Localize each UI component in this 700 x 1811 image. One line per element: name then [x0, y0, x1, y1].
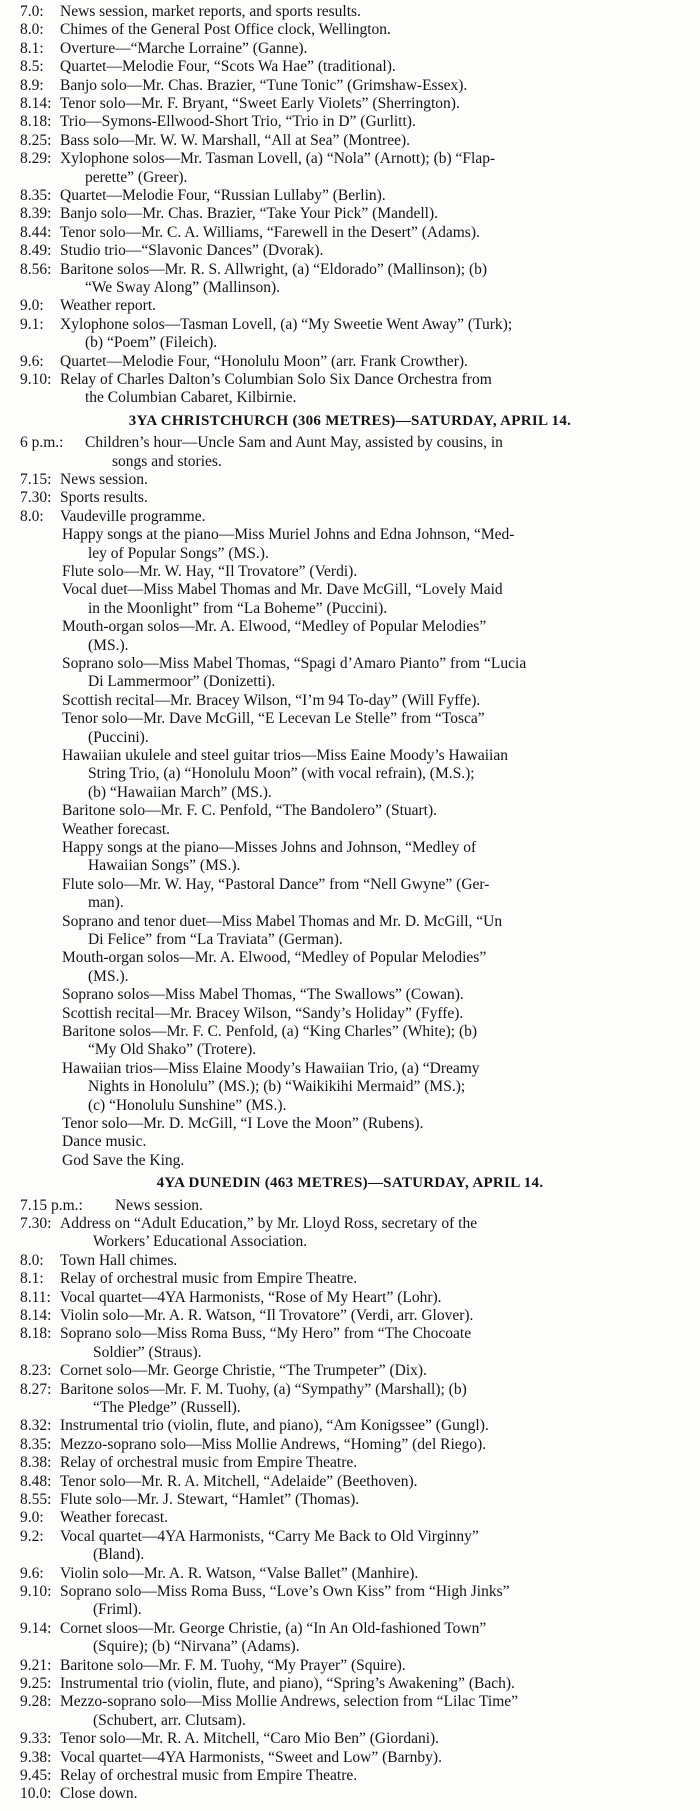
programme-item-text: Cornet sloos—Mr. George Christie, (a) “In An Old-fashioned Town”: [60, 1619, 487, 1637]
station-heading: 4YA DUNEDIN (463 METRES)—SATURDAY, APRIL 14.: [156, 1175, 544, 1192]
programme-item-text: Weather report.: [60, 297, 157, 315]
time-label: 7.30:: [20, 489, 52, 507]
time-label: 9.38:: [20, 1748, 52, 1766]
programme-item-text: perette” (Greer).: [85, 168, 188, 186]
programme-item-text: Flute solo—Mr. W. Hay, “Pastoral Dance” from “Nell Gwyne” (Ger-: [62, 875, 490, 893]
time-label: 8.32:: [20, 1417, 52, 1435]
programme-item-text: Baritone solo—Mr. F. M. Tuohy, “My Prayer” (Squire).: [60, 1656, 406, 1674]
programme-item-text: Children’s hour—Uncle Sam and Aunt May, assisted by cousins, in: [85, 434, 503, 452]
programme-item-text: Vocal quartet—4YA Harmonists, “Sweet and Low” (Barnby).: [60, 1748, 442, 1766]
programme-item-text: (Squire); (b) “Nirvana” (Adams).: [93, 1638, 300, 1656]
programme-item-text: Vaudeville programme.: [60, 507, 206, 525]
programme-item-text: Tenor solo—Mr. C. A. Williams, “Farewell in the Desert” (Adams).: [60, 223, 480, 241]
time-label: 8.35:: [20, 187, 52, 204]
programme-item-text: Vocal quartet—4YA Harmonists, “Carry Me Back to Old Virginny”: [60, 1527, 479, 1545]
time-label: 8.23:: [20, 1362, 52, 1380]
time-label: 8.18:: [20, 113, 52, 131]
programme-item-text: Dance music.: [62, 1133, 147, 1151]
time-label: 9.33:: [20, 1730, 52, 1748]
time-label: 9.45:: [20, 1767, 52, 1784]
time-label: 10.0:: [20, 1785, 52, 1803]
programme-item-text: Baritone solos—Mr. R. S. Allwright, (a) “Eldorado” (Mallinson); (b): [60, 260, 488, 278]
programme-item-text: Xylophone solos—Tasman Lovell, (a) “My Sweetie Went Away” (Turk);: [60, 315, 513, 333]
time-label: 7.30:: [20, 1215, 52, 1232]
programme-item-text: Tenor solo—Mr. F. Bryant, “Sweet Early Violets” (Sherrington).: [60, 95, 460, 112]
programme-item-text: Mezzo-soprano solo—Miss Mollie Andrews, “Homing” (del Riego).: [60, 1435, 487, 1453]
programme-item-text: Soprano solo—Miss Roma Buss, “Love’s Own Kiss” from “High Jinks”: [60, 1583, 510, 1600]
programme-item-text: Hawaiian ukulele and steel guitar trios—Miss Eaine Moody’s Hawaiian: [62, 747, 508, 764]
programme-item-text: Hawaiian Songs” (MS.).: [88, 857, 241, 875]
programme-item-text: “We Sway Along” (Mallinson).: [85, 279, 281, 296]
programme-item-text: Violin solo—Mr. A. R. Watson, “Valse Ballet” (Manhire).: [60, 1564, 419, 1582]
programme-item-text: Tenor solo—Mr. R. A. Mitchell, “Caro Mio Ben” (Giordani).: [60, 1730, 440, 1748]
programme-item-text: Quartet—Melodie Four, “Honolulu Moon” (arr. Frank Crowther).: [60, 352, 468, 370]
programme-item-text: Banjo solo—Mr. Chas. Brazier, “Tune Tonic” (Grimshaw-Essex).: [60, 76, 468, 94]
time-label: 9.6:: [20, 352, 44, 370]
programme-item-text: “My Old Shako” (Trotere).: [88, 1041, 257, 1059]
programme-item-text: Mouth-organ solos—Mr. A. Elwood, “Medley of Popular Melodies”: [62, 618, 487, 636]
time-label: 8.0:: [20, 21, 44, 39]
time-label: 8.14:: [20, 1307, 52, 1324]
programme-item-text: Soprano solo—Miss Mabel Thomas, “Spagi d’Amaro Pianto” from “Lucia: [62, 655, 527, 672]
programme-item-text: Flute solo—Mr. J. Stewart, “Hamlet” (Thomas).: [60, 1491, 360, 1508]
time-label: 8.49:: [20, 242, 52, 260]
programme-item-text: Scottish recital—Mr. Bracey Wilson, “Sandy’s Holiday” (Fyffe).: [62, 1004, 464, 1022]
programme-item-text: String Trio, (a) “Honolulu Moon” (with vocal refrain), (M.S.);: [88, 765, 475, 783]
programme-item-text: Baritone solo—Mr. F. C. Penfold, “The Bandolero” (Stuart).: [62, 802, 438, 820]
programme-item-text: Tenor solo—Mr. Dave McGill, “E Lecevan Le Stelle” from “Tosca”: [62, 710, 485, 728]
programme-item-text: Hawaiian trios—Miss Elaine Moody’s Hawaiian Trio, (a) “Dreamy: [62, 1059, 480, 1077]
time-label: 8.39:: [20, 205, 52, 223]
time-label: 8.1:: [20, 1270, 44, 1288]
programme-item-text: Banjo solo—Mr. Chas. Brazier, “Take Your Pick” (Mandell).: [60, 205, 438, 223]
programme-item-text: Baritone solos—Mr. F. M. Tuohy, (a) “Sympathy” (Marshall); (b): [60, 1380, 467, 1398]
programme-item-text: Soldier” (Straus).: [93, 1343, 202, 1361]
programme-item-text: songs and stories.: [112, 452, 222, 470]
programme-item-text: News session.: [60, 471, 148, 488]
time-label: 8.55:: [20, 1491, 52, 1508]
time-label: 9.6:: [20, 1564, 44, 1582]
station-heading: 3YA CHRISTCHURCH (306 METRES)—SATURDAY, APRIL 14.: [128, 412, 572, 429]
time-label: 8.35:: [20, 1435, 52, 1453]
programme-item-text: Happy songs at the piano—Miss Muriel Johns and Edna Johnson, “Med-: [62, 526, 515, 544]
programme-item-text: News session, market reports, and sports results.: [60, 3, 361, 20]
programme-item-text: Soprano and tenor duet—Miss Mabel Thomas and Mr. D. McGill, “Un: [62, 912, 503, 930]
time-label: 9.14:: [20, 1619, 52, 1637]
programme-item-text: Close down.: [60, 1785, 138, 1803]
programme-item-text: (Schubert, arr. Clutsam).: [93, 1711, 246, 1729]
programme-item-text: Vocal duet—Miss Mabel Thomas and Mr. Dave McGill, “Lovely Maid: [62, 581, 503, 599]
programme-item-text: (MS.).: [88, 636, 129, 654]
programme-item-text: Flute solo—Mr. W. Hay, “Il Trovatore” (Verdi).: [62, 563, 358, 580]
time-label: 8.44:: [20, 223, 52, 241]
programme-item-text: Tenor solo—Mr. R. A. Mitchell, “Adelaide” (Beethoven).: [60, 1472, 418, 1490]
programme-item-text: the Columbian Cabaret, Kilbirnie.: [85, 389, 297, 407]
programme-item-text: Quartet—Melodie Four, “Scots Wa Hae” (traditional).: [60, 58, 396, 76]
time-label: 7.0:: [20, 3, 44, 20]
programme-item-text: (Puccini).: [88, 728, 149, 746]
programme-item-text: Relay of orchestral music from Empire Theatre.: [60, 1454, 358, 1472]
programme-item-text: (b) “Poem” (Fileich).: [85, 334, 218, 352]
programme-item-text: Vocal quartet—4YA Harmonists, “Rose of My Heart” (Lohr).: [60, 1288, 442, 1306]
programme-item-text: Happy songs at the piano—Misses Johns and Johnson, “Medley of: [62, 839, 477, 856]
programme-item-text: News session.: [115, 1196, 203, 1214]
time-label: 8.14:: [20, 95, 52, 112]
programme-item-text: Mezzo-soprano solo—Miss Mollie Andrews, selection from “Lilac Time”: [60, 1693, 519, 1711]
programme-item-text: Chimes of the General Post Office clock, Wellington.: [60, 21, 391, 39]
time-label: 8.5:: [20, 58, 44, 76]
programme-item-text: Weather forecast.: [60, 1509, 169, 1527]
programme-item-text: Tenor solo—Mr. D. McGill, “I Love the Moon” (Rubens).: [62, 1115, 424, 1132]
time-label: 8.25:: [20, 131, 52, 149]
time-label: 8.27:: [20, 1380, 52, 1398]
programme-item-text: Bass solo—Mr. W. W. Marshall, “All at Sea” (Montree).: [60, 131, 410, 149]
programme-item-text: God Save the King.: [62, 1151, 185, 1169]
programme-item-text: Soprano solos—Miss Mabel Thomas, “The Swallows” (Cowan).: [62, 986, 464, 1004]
time-label: 9.10:: [20, 371, 52, 388]
programme-item-text: Overture—“Marche Lorraine” (Ganne).: [60, 39, 308, 57]
time-label: 9.10:: [20, 1583, 52, 1600]
programme-item-text: Scottish recital—Mr. Bracey Wilson, “I’m 94 To-day” (Will Fyffe).: [62, 691, 481, 709]
time-label: 7.15 p.m.:: [20, 1196, 83, 1214]
programme-item-text: Relay of orchestral music from Empire Theatre.: [60, 1270, 358, 1288]
programme-item-text: Sports results.: [60, 489, 148, 507]
time-label: 8.1:: [20, 39, 44, 57]
programme-item-text: (MS.).: [88, 967, 129, 985]
time-label: 7.15:: [20, 471, 52, 488]
programme-item-text: Trio—Symons-Ellwood-Short Trio, “Trio in D” (Gurlitt).: [60, 113, 416, 131]
programme-item-text: Relay of orchestral music from Empire Theatre.: [60, 1767, 358, 1784]
time-label: 8.56:: [20, 260, 52, 278]
programme-item-text: in the Moonlight” from “La Boheme” (Puccini).: [88, 599, 388, 617]
programme-item-text: ley of Popular Songs” (MS.).: [88, 544, 269, 562]
programme-item-text: Quartet—Melodie Four, “Russian Lullaby” (Berlin).: [60, 187, 386, 204]
programme-item-text: Cornet solo—Mr. George Christie, “The Trumpeter” (Dix).: [60, 1362, 427, 1380]
time-label: 8.29:: [20, 150, 52, 168]
time-label: 8.18:: [20, 1325, 52, 1343]
time-label: 9.28:: [20, 1693, 52, 1711]
programme-item-text: Workers’ Educational Association.: [93, 1233, 308, 1251]
programme-item-text: Instrumental trio (violin, flute, and piano), “Spring’s Awakening” (Bach).: [60, 1675, 515, 1692]
time-label: 9.25:: [20, 1675, 52, 1692]
programme-item-text: Mouth-organ solos—Mr. A. Elwood, “Medley of Popular Melodies”: [62, 949, 487, 967]
programme-item-text: Instrumental trio (violin, flute, and piano), “Am Konigssee” (Gungl).: [60, 1417, 489, 1435]
programme-item-text: Baritone solos—Mr. F. C. Penfold, (a) “King Charles” (White); (b): [62, 1023, 478, 1040]
programme-item-text: man).: [88, 894, 124, 912]
programme-item-text: Relay of Charles Dalton’s Columbian Solo Six Dance Orchestra from: [60, 371, 492, 388]
time-label: 8.11:: [20, 1288, 51, 1306]
time-label: 9.2:: [20, 1527, 44, 1545]
programme-item-text: (c) “Honolulu Sunshine” (MS.).: [88, 1096, 287, 1114]
programme-item-text: Studio trio—“Slavonic Dances” (Dvorak).: [60, 242, 324, 260]
programme-item-text: Di Lammermoor” (Donizetti).: [88, 673, 276, 691]
programme-item-text: Nights in Honolulu” (MS.); (b) “Waikikihi Mermaid” (MS.);: [88, 1078, 466, 1096]
programme-item-text: “The Pledge” (Russell).: [93, 1399, 241, 1416]
programme-item-text: Soprano solo—Miss Roma Buss, “My Hero” from “The Chocoate: [60, 1325, 472, 1343]
time-label: 9.1:: [20, 315, 44, 333]
programme-item-text: (b) “Hawaiian March” (MS.).: [88, 783, 272, 801]
time-label: 9.0:: [20, 1509, 44, 1527]
time-label: 6 p.m.:: [20, 434, 64, 452]
programme-item-text: Xylophone solos—Mr. Tasman Lovell, (a) “Nola” (Arnott); (b) “Flap-: [60, 150, 496, 168]
time-label: 8.48:: [20, 1472, 52, 1490]
time-label: 8.0:: [20, 1251, 44, 1269]
time-label: 9.21:: [20, 1656, 52, 1674]
time-label: 8.0:: [20, 507, 44, 525]
programme-item-text: Town Hall chimes.: [60, 1251, 178, 1269]
programme-item-text: (Friml).: [93, 1601, 142, 1619]
time-label: 8.38:: [20, 1454, 52, 1472]
time-label: 9.0:: [20, 297, 44, 315]
programme-item-text: Weather forecast.: [62, 820, 171, 838]
programme-item-text: (Bland).: [93, 1546, 145, 1564]
programme-item-text: Violin solo—Mr. A. R. Watson, “Il Trovatore” (Verdi, arr. Glover).: [60, 1307, 474, 1324]
programme-item-text: Address on “Adult Education,” by Mr. Lloyd Ross, secretary of the: [60, 1215, 478, 1232]
programme-item-text: Di Felice” from “La Traviata” (German).: [88, 931, 343, 948]
time-label: 8.9:: [20, 76, 44, 94]
